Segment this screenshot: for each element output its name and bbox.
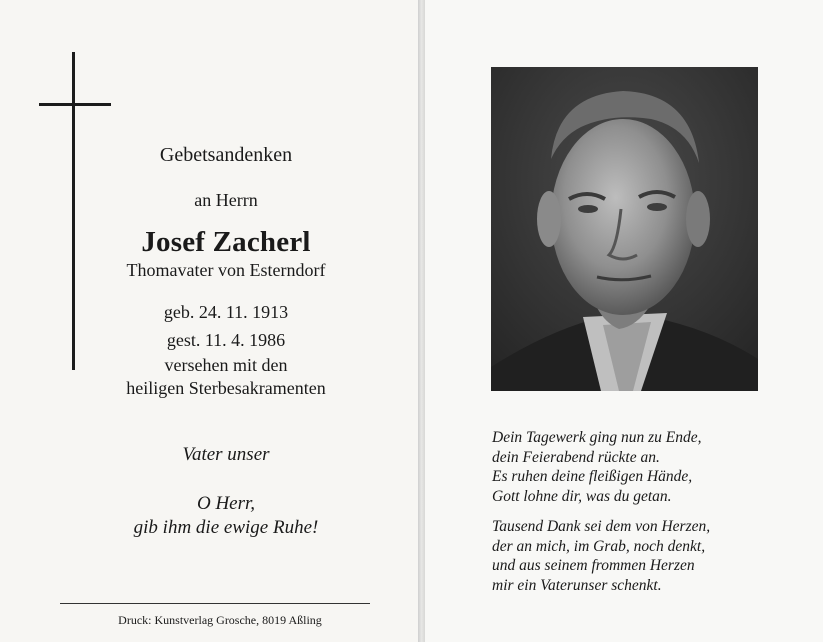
sacraments-line-1: versehen mit den <box>164 355 288 375</box>
poem-line: Tausend Dank sei dem von Herzen, <box>492 518 711 535</box>
poem-stanza-1 <box>492 428 702 506</box>
sacraments-line-2: heiligen Sterbesakramenten <box>126 378 326 398</box>
poem-line: Dein Tagewerk ging nun zu Ende, <box>492 429 702 446</box>
printer-credit: Druck: Kunstverlag Grosche, 8019 Aßling <box>118 613 322 627</box>
birth-date: geb. 24. 11. 1913 <box>163 302 289 322</box>
poem-line: Gott lohne dir, was du getan. <box>492 487 672 505</box>
portrait-photo <box>491 67 758 391</box>
poem-line: Es ruhen deine fleißigen Hände, <box>492 468 693 485</box>
poem-line: und aus seinem frommen Herzen <box>492 557 695 574</box>
salutation: an Herrn <box>194 190 258 210</box>
cross-icon-horizontal <box>39 103 111 106</box>
invocation-line-2: gib ihm die ewige Ruhe! <box>133 517 319 538</box>
poem-line: der an mich, im Grab, noch denkt, <box>492 537 706 555</box>
deceased-subtitle: Thomavater von Esterndorf <box>126 260 326 280</box>
prayer-heading: Vater unser <box>182 444 270 465</box>
footer-divider <box>60 603 370 604</box>
invocation-line-1: O Herr, <box>196 493 256 514</box>
card-title: Gebetsandenken <box>159 144 293 166</box>
card-fold <box>418 0 425 642</box>
poem-line: mir ein Vaterunser schenkt. <box>492 576 662 594</box>
death-date: gest. 11. 4. 1986 <box>166 330 286 350</box>
poem-line: dein Feierabend rückte an. <box>492 448 660 466</box>
poem-stanza-2 <box>492 517 710 595</box>
deceased-name: Josef Zacherl <box>141 226 311 258</box>
